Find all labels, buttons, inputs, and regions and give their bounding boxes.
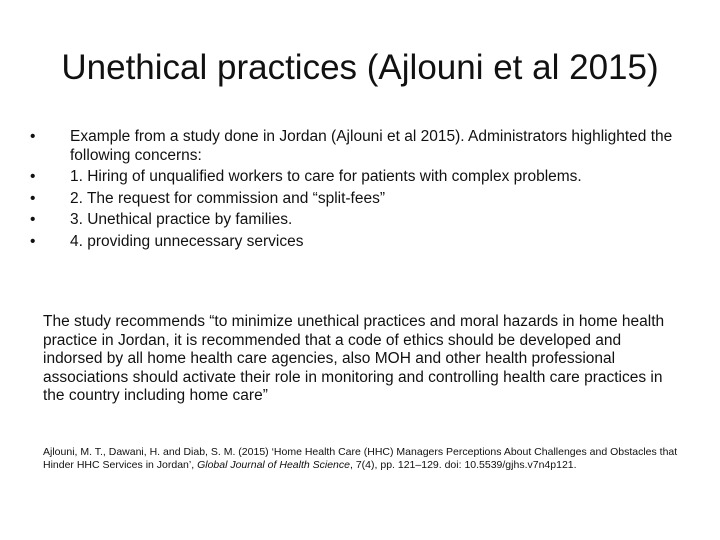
bullet-icon: • (30, 211, 36, 228)
study-recommendation-paragraph: The study recommends “to minimize unethical practices and moral hazards in home health practice in Jordan, it is recommended that a code of ethics should be developed and indorsed by all home health care agencies, also MOH and other health professional associations should activate their role in monitoring and controlling health care practices in the country including home care” (43, 313, 665, 404)
reference-journal: Global Journal of Health Science (197, 459, 350, 471)
bullet-icon: • (30, 128, 36, 145)
reference-pages: pp. 121–129. (380, 459, 442, 471)
bullet-item (30, 168, 680, 187)
bullet-item (30, 128, 680, 165)
bullet-list (30, 128, 680, 254)
reference-authors: Ajlouni, M. T., Dawani, H. and Diab, S. M. (2015) ‘Home Health Care (HHC) Managers Perceptions About Challenges and Obstacles that Hinder HHC Services in Jordan’, (43, 446, 678, 471)
bullet-icon: • (30, 232, 36, 250)
reference-doi: doi: 10.5539/gjhs.v7n4p121. (444, 459, 577, 471)
reference-citation: Ajlouni, M. T., Dawani, H. and Diab, S. M. (2015) ‘Home Health Care (HHC) Managers Perceptions About Challenges and Obstacles that Hinder HHC Services in Jordan’, Global Journal of Health Science, 7(4), pp. 121–129. doi: 10.5539/gjhs.v7n4p121. (43, 446, 678, 471)
bullet-item (30, 190, 680, 209)
bullet-text: 2. The request for commission and “split-fees” (70, 189, 386, 207)
bullet-icon: • (30, 189, 36, 207)
bullet-text: 3. Unethical practice by families. (70, 211, 293, 228)
bullet-text: 4. providing unnecessary services (70, 232, 304, 250)
reference-volume: 7(4) (355, 459, 375, 471)
bullet-item (30, 233, 680, 252)
bullet-text: 1. Hiring of unqualified workers to care for patients with complex problems. (70, 168, 582, 185)
slide-title: Unethical practices (Ajlouni et al 2015) (61, 48, 659, 87)
bullet-text: Example from a study done in Jordan (Ajlouni et al 2015). Administrators highlighted the following concerns: (70, 128, 673, 164)
bullet-item (30, 211, 680, 230)
bullet-icon: • (30, 168, 36, 185)
